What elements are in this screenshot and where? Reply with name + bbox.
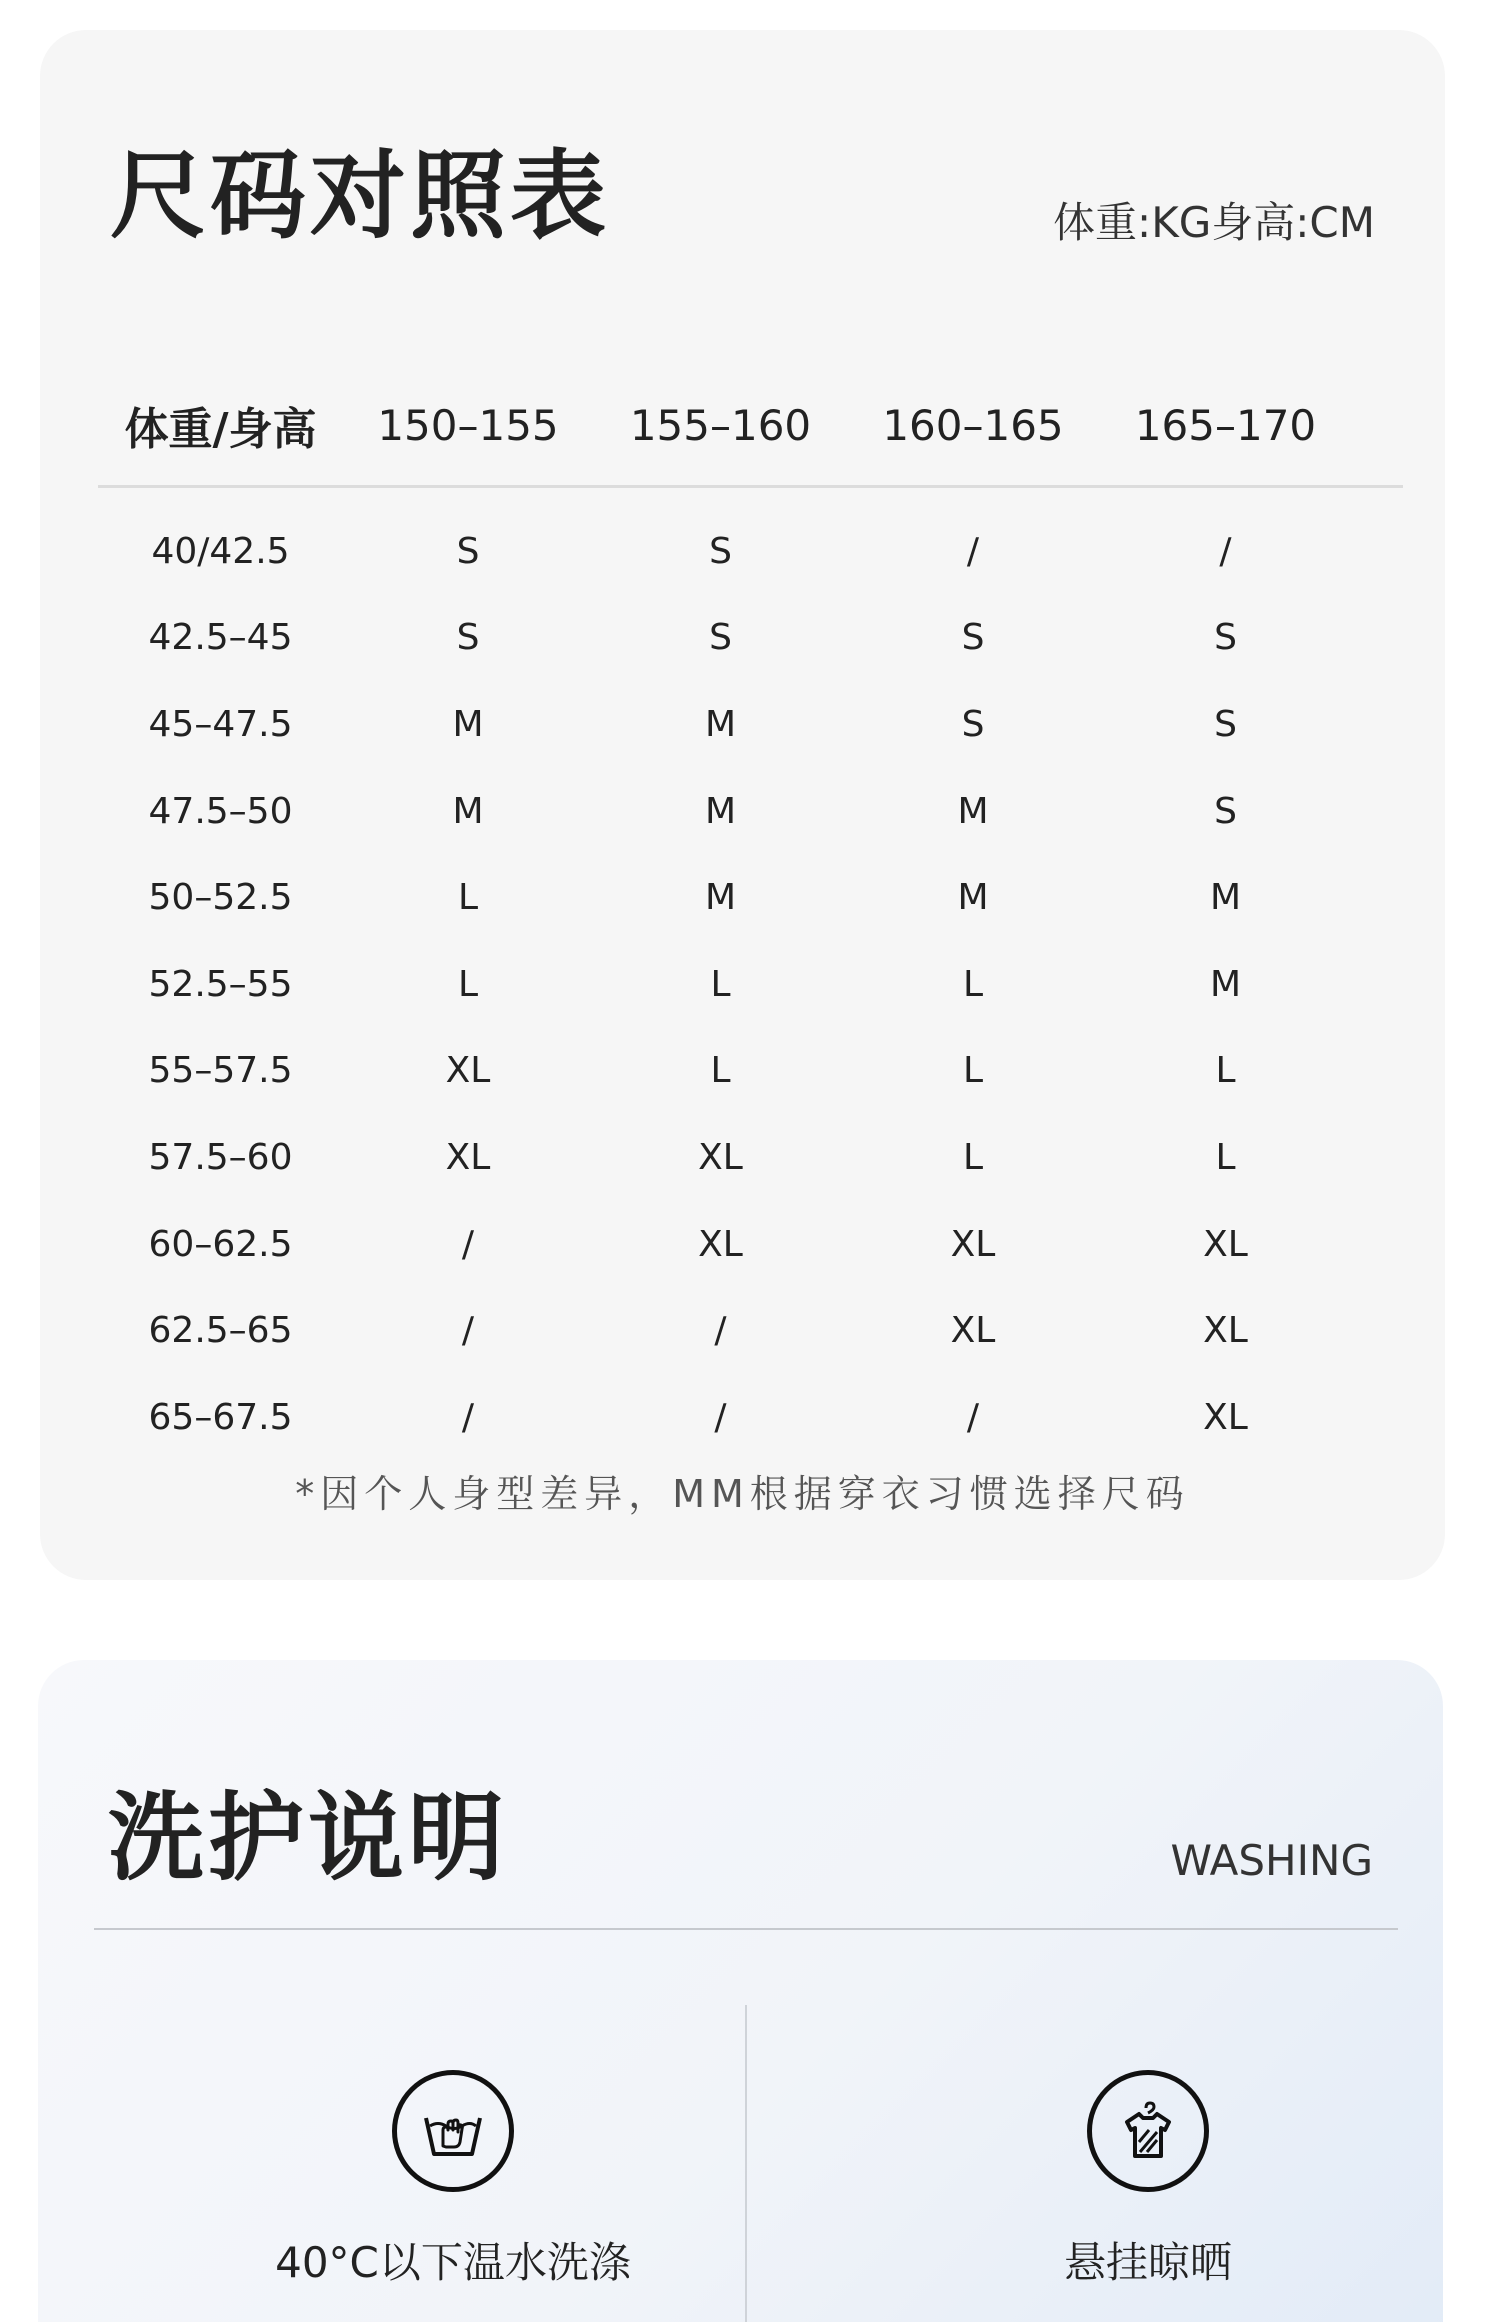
weight-cell: 57.5–60 [148, 1136, 293, 1178]
size-cell: L [962, 1136, 984, 1178]
washing-divider [94, 1928, 1398, 1930]
corner-header: 体重/身高 [124, 404, 317, 455]
weight-cell: 62.5–65 [148, 1310, 293, 1352]
size-cell: M [704, 703, 737, 745]
size-cell: L [962, 1050, 984, 1092]
weight-cell: 60–62.5 [148, 1223, 293, 1265]
weight-cell: 42.5–45 [148, 617, 293, 659]
size-cell: / [461, 1310, 475, 1352]
table-row [98, 768, 1403, 855]
size-cell: XL [445, 1050, 491, 1092]
washing-subtitle: WASHING [1170, 1836, 1373, 1885]
weight-cell: 45–47.5 [148, 703, 293, 745]
size-cell: XL [445, 1136, 491, 1178]
size-chart-card [40, 30, 1445, 1580]
hang-dry-shirt-icon [1087, 2070, 1209, 2192]
size-cell: XL [1203, 1310, 1248, 1352]
size-cell: S [961, 703, 985, 745]
size-cell: L [1215, 1136, 1236, 1178]
weight-cell: 65–67.5 [148, 1396, 293, 1438]
washing-column-divider [745, 2005, 747, 2322]
size-cell: L [710, 963, 731, 1005]
table-row [98, 1374, 1403, 1461]
size-cell: M [1209, 963, 1242, 1005]
size-cell: XL [1203, 1396, 1248, 1438]
size-chart-title: 尺码对照表 [110, 140, 610, 252]
washing-item-label: 悬挂晾晒 [1063, 2238, 1232, 2287]
weight-cell: 50–52.5 [148, 877, 293, 919]
table-row [98, 1114, 1403, 1201]
size-cell: / [966, 530, 980, 572]
height-header: 150–155 [377, 400, 559, 450]
size-table-body [98, 488, 1403, 1461]
table-row [98, 1287, 1403, 1374]
size-cell: L [457, 877, 479, 919]
washing-card [38, 1660, 1443, 2322]
size-cell: / [714, 1310, 727, 1352]
size-cell: M [704, 790, 737, 832]
size-cell: XL [950, 1310, 996, 1352]
size-cell: S [709, 530, 732, 572]
size-cell: M [957, 790, 989, 832]
size-cell: / [714, 1396, 727, 1438]
size-table-header [98, 365, 1403, 488]
weight-cell: 40/42.5 [151, 530, 290, 572]
washing-item [173, 2070, 733, 2287]
size-cell: XL [698, 1136, 743, 1178]
height-header: 155–160 [629, 400, 812, 450]
washing-item [868, 2070, 1428, 2287]
size-cell: / [966, 1396, 980, 1438]
size-table [98, 365, 1403, 1461]
table-row [98, 854, 1403, 941]
size-cell: S [1214, 617, 1237, 659]
height-header: 165–170 [1134, 400, 1317, 450]
size-cell: S [709, 617, 732, 659]
table-row [98, 595, 1403, 682]
table-row [98, 941, 1403, 1028]
size-cell: M [704, 877, 737, 919]
washing-title: 洗护说明 [108, 1782, 508, 1894]
weight-cell: 52.5–55 [148, 963, 293, 1005]
table-row [98, 1201, 1403, 1288]
size-cell: L [710, 1050, 731, 1092]
size-cell: S [456, 530, 480, 572]
size-cell: L [457, 963, 479, 1005]
size-cell: L [1215, 1050, 1236, 1092]
size-cell: S [1214, 703, 1237, 745]
size-cell: S [1214, 790, 1237, 832]
size-cell: S [456, 617, 480, 659]
size-cell: L [962, 963, 984, 1005]
weight-cell: 55–57.5 [148, 1050, 293, 1092]
size-cell: / [461, 1223, 475, 1265]
washing-item-label: 40°C以下温水洗涤 [275, 2238, 631, 2287]
height-header: 160–165 [882, 400, 1064, 450]
table-row [98, 681, 1403, 768]
size-cell: XL [950, 1223, 996, 1265]
size-note: *因个人身型差异，MM根据穿衣习惯选择尺码 [295, 1472, 1190, 1516]
size-cell: / [461, 1396, 475, 1438]
table-row [98, 508, 1403, 595]
size-cell: XL [1203, 1223, 1248, 1265]
weight-cell: 47.5–50 [148, 790, 293, 832]
size-cell: M [1209, 877, 1242, 919]
size-cell: S [961, 617, 985, 659]
size-cell: XL [698, 1223, 743, 1265]
size-chart-units: 体重:KG身高:CM [1053, 198, 1375, 247]
size-cell: M [452, 703, 484, 745]
wash-basin-hand-icon [392, 2070, 514, 2192]
table-row [98, 1028, 1403, 1115]
size-cell: M [452, 790, 484, 832]
size-cell: M [957, 877, 989, 919]
size-cell: / [1219, 530, 1232, 572]
